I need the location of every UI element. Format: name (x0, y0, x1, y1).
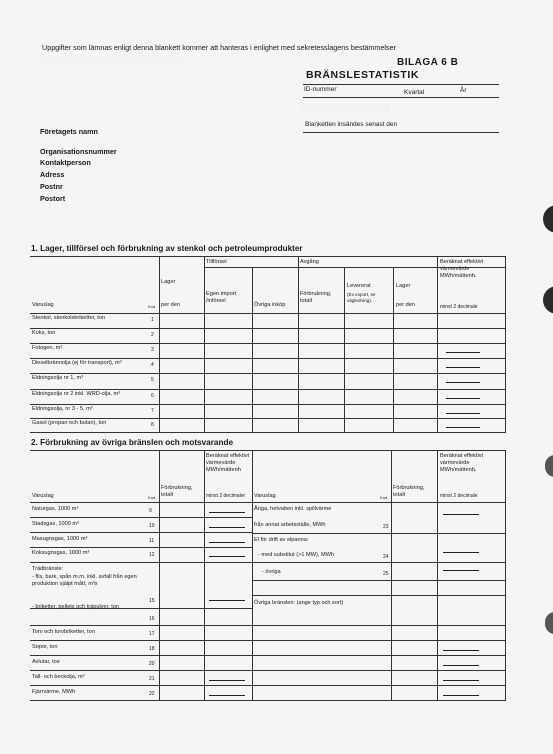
with-substitute-calorific-line (443, 552, 479, 553)
calorific-value-line (209, 680, 245, 681)
id-box-top (303, 84, 499, 85)
calorific-value-line (446, 367, 480, 368)
postal-code-label: Postnr (40, 182, 63, 191)
col-header-min-decimals: minst 2 decimale (440, 304, 478, 310)
other-fuel-row-code: 9 (149, 508, 152, 514)
s2-col-header-consumption: Förbrukning, totalt (161, 485, 193, 498)
other-fuel-row-label: Tall- och beckolja, m³ (32, 674, 85, 680)
fuel-row-label: Eldningsolja nr 2 inkl. WRD-olja, m³ (32, 391, 120, 397)
fuel-row-label: Koks, ton (32, 330, 56, 336)
col-header-calorific-value: Beräknat effektivt värmevärde MWh/mättenh. (440, 259, 484, 279)
calorific-value-line (446, 352, 480, 353)
other-fuel-row-label: Torv och torvbriketter, ton (32, 629, 95, 635)
steam-label-2: från annat arbetsställe, MWh (254, 522, 326, 528)
quarter-label: Kvartal (404, 89, 425, 96)
calorific-value-line (443, 680, 479, 681)
fuel-row-code: 1 (151, 317, 154, 323)
fuel-row-label: Dieselbrännolja (ej för transport), m³ (32, 360, 122, 366)
wood-chips-code: 15 (149, 598, 155, 604)
fuel-row-code: 7 (151, 408, 154, 414)
id-box-bottom (303, 97, 499, 98)
steam-label: Ånga, hetvatten inkl. spillvärme (254, 506, 332, 512)
fuel-row-code: 4 (151, 362, 154, 368)
wood-chips-label: - flis, bark, spån m.m. inkl. avfall från egen produktion själpt mått, m³s (32, 574, 137, 587)
binder-hole (545, 455, 553, 477)
fuel-row-code: 6 (151, 393, 154, 399)
col-header-per-date1: per den (161, 302, 180, 308)
org-number-label: Organisationsnummer (40, 147, 117, 156)
postal-town-label: Postort (40, 194, 66, 203)
s2-col-header-consumption-right: Förbrukning, totalt (393, 485, 425, 498)
other-fuels-label: Övriga bränslen: (ange typ och sort) (254, 600, 344, 606)
s2-col-header-min-decimals-right: minst 2 decimale (440, 493, 478, 499)
form-title: BRÄNSLESTATISTIK (306, 69, 420, 81)
s2-col-header-calorific-value: Beräknat effektivt värmevärde MWh/mättenh (206, 453, 250, 473)
s2-col-header-code: Kod (148, 495, 156, 500)
with-substitute-code: 24 (383, 554, 389, 560)
other-fuel-row-label: Koksugnsgas, 1000 m³ (32, 550, 90, 556)
calorific-value-line (209, 556, 245, 557)
other-fuel-row-label: Avlutar, toe (32, 659, 60, 665)
calorific-value-line (443, 650, 479, 651)
col-header-delivered-note: (Ex export, se vägledning). (347, 292, 376, 303)
calorific-value-line (209, 542, 245, 543)
col-header-other-purchases: Övriga inköp (254, 302, 286, 308)
calorific-value-line (446, 427, 480, 428)
calorific-value-line (446, 382, 480, 383)
binder-hole (543, 205, 553, 233)
other-fuel-row-code: 10 (149, 523, 155, 529)
col-header-fuel-type: Varuslag (32, 302, 54, 308)
s2-col-header-code-right: Kod (380, 495, 388, 500)
contact-person-label: Kontaktperson (40, 158, 91, 167)
other-fuel-row-label: Fjärrvärme, MWh (32, 689, 76, 695)
other-calorific-line (443, 570, 479, 571)
fuel-row-code: 2 (151, 332, 154, 338)
calorific-value-line (209, 695, 245, 696)
with-substitute-label: - med substitut (>1 MW), MWh (258, 552, 334, 558)
deadline-box-bottom (303, 132, 499, 133)
other-fuel-row-code: 18 (149, 646, 155, 652)
calorific-value-line (209, 527, 245, 528)
other-fuel-row-label: Stadsgas, 1000 m³ (32, 521, 79, 527)
calorific-value-line (209, 512, 245, 513)
year-label: År (460, 87, 467, 94)
steam-code: 23 (383, 524, 389, 530)
fuel-row-label: Gasol (propan och butan), ton (32, 420, 107, 426)
fuel-row-label: Fotogen, m³ (32, 345, 63, 351)
other-fuel-row-code: 20 (149, 661, 155, 667)
bleed-through-text: ░░░░░░░░░░░░░░░░░░░░░ (300, 106, 390, 112)
col-header-stock2: Lager (396, 283, 411, 289)
confidentiality-notice: Uppgifter som lämnas enligt denna blankett kommer att hanteras i enlighet med sekretesslagens bestämmelser (42, 43, 396, 52)
other-fuel-row-code: 12 (149, 552, 155, 558)
company-name-label: Företagets namn (40, 127, 98, 136)
section-2-title: 2. Förbrukning av övriga bränslen och motsvarande (31, 438, 234, 447)
other-fuel-row-label: Masugnsgas, 1000 m³ (32, 536, 88, 542)
other-label: - övriga (262, 569, 281, 575)
fuel-row-code: 5 (151, 377, 154, 383)
section-1-title: 1. Lager, tillförsel och förbrukning av stenkol och petroleumprodukter (31, 244, 303, 253)
steam-calorific-line (443, 514, 479, 515)
fuel-row-code: 3 (151, 347, 154, 353)
binder-hole (543, 286, 553, 314)
fuel-row-label: Eldningsolja, nr 3 - 5, m³ (32, 406, 93, 412)
fuel-row-code: 8 (151, 422, 154, 428)
id-number-label: ID-nummer (304, 86, 337, 93)
col-header-per-date2: per den (396, 302, 415, 308)
pellets-code: 16 (149, 616, 155, 622)
other-fuel-row-code: 11 (149, 538, 155, 544)
col-header-code: Kod (148, 304, 156, 309)
other-fuel-row-code: 22 (149, 691, 155, 697)
other-fuel-row-label: Naturgas, 1000 m³ (32, 506, 79, 512)
other-fuel-row-code: 17 (149, 631, 155, 637)
deadline-label: Blanketten insändes senast den (305, 121, 398, 128)
electric-boiler-label: El för drift av elpanna: (254, 537, 309, 543)
address-label: Adress (40, 170, 65, 179)
col-header-supply: Tillförsel (206, 259, 227, 265)
fuel-row-label: Stenkol, stenkolsbriketter, ton (32, 315, 106, 321)
col-header-consumption: Förbrukning, totalt (300, 291, 332, 304)
fuel-row-label: Eldningsolja nr 1, m³ (32, 375, 83, 381)
s2-col-header-fuel-type-right: Varuslag (254, 493, 276, 499)
calorific-value-line (446, 413, 480, 414)
wood-chips-calorific-line (209, 600, 245, 601)
calorific-value-line (446, 398, 480, 399)
other-code: 25 (383, 571, 389, 577)
col-header-outflow: Avgång (300, 259, 319, 265)
pellets-label: - briketter, pellets och träpulver, ton (32, 604, 120, 610)
col-header-stock1: Lager (161, 279, 176, 285)
appendix-label: BILAGA 6 B (397, 57, 459, 68)
s2-col-header-calorific-value-right: Beräknat effektivt värmevärde MWh/mättenh. (440, 453, 484, 473)
calorific-value-line (443, 665, 479, 666)
other-fuel-row-label: Sopor, ton (32, 644, 58, 650)
col-header-own-import: Egen import /införsel (206, 291, 237, 304)
calorific-value-line (443, 695, 479, 696)
binder-hole (545, 612, 553, 634)
s2-col-header-fuel-type: Varuslag (32, 493, 54, 499)
s2-col-header-min-decimals: minst 2 decimaler (206, 493, 246, 499)
other-fuel-row-code: 21 (149, 676, 155, 682)
col-header-delivered: Levererat (347, 283, 371, 289)
bleed-through-text: ░░░░░░░░░░░░░░░░░░░░░░░░░░░░░░░░░░░ (40, 59, 189, 65)
wood-fuel-label: Trädbränsle: (32, 566, 64, 572)
